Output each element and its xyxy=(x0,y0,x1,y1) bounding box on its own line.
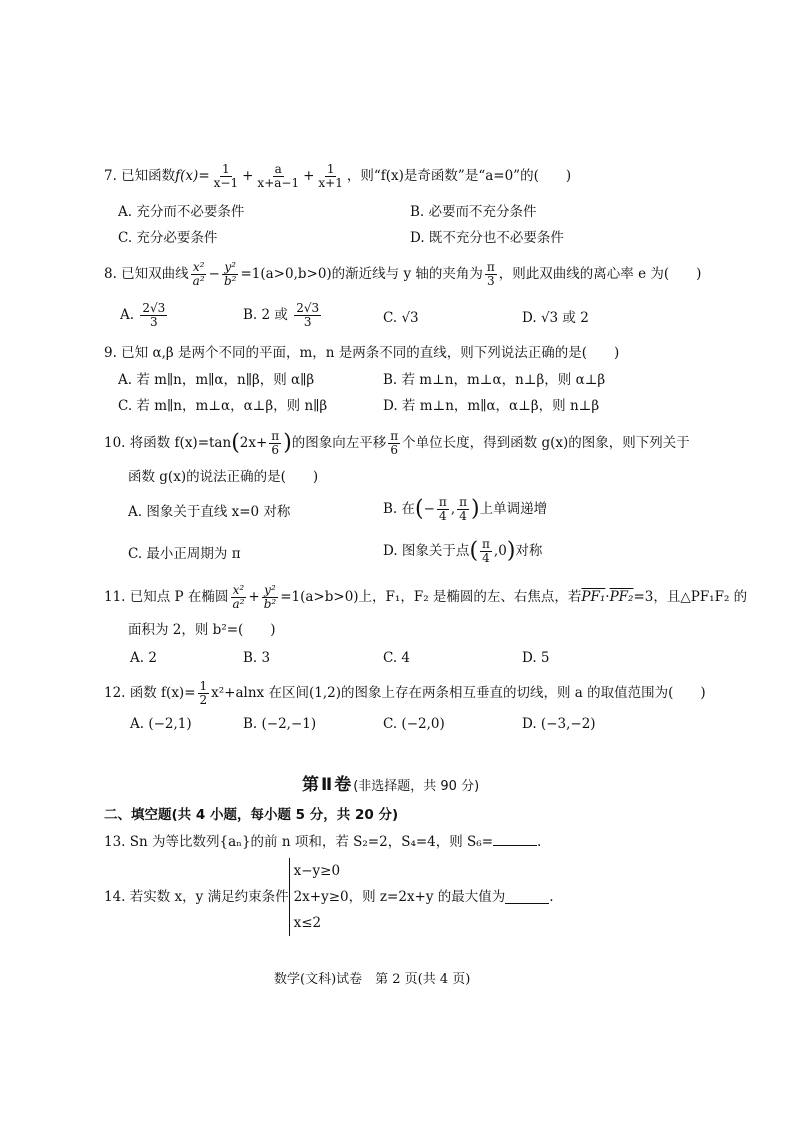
question-14-stem: 14. 若实数 x，y 满足约束条件x−y≥0 2x+y≥0 x≤2，则 z=2x+y 的最大值为 . xyxy=(104,858,554,936)
q11-vector-pf1: PF₁ xyxy=(581,589,606,605)
q8-middle: =1(a>0,b>0)的渐近线与 y 轴的夹角为 xyxy=(240,266,483,282)
q11-option-a: A. 2 xyxy=(130,650,157,666)
q14-constraint-1: x−y≥0 xyxy=(293,863,341,879)
q9-option-d: D. 若 m⊥n，m∥α，α⊥β，则 n⊥β xyxy=(383,398,600,414)
q10-prefix: 10. 将函数 f(x)=tan xyxy=(104,435,232,451)
q10-option-a: A. 图象关于直线 x=0 对称 xyxy=(128,504,291,520)
q7-term3: $\frac{1}{x+1}$ xyxy=(318,162,343,190)
q12-option-a: A. (−2,1) xyxy=(130,716,192,732)
q11-option-c: C. 4 xyxy=(383,650,411,666)
q8-y-term: $\frac{\text{y²}}{\text{b²}}$ xyxy=(223,260,237,288)
q7-option-b: B. 必要而不充分条件 xyxy=(410,204,537,220)
q10-shift-fraction: $\frac{\pi}{6}$ xyxy=(390,429,399,457)
q10-stem-line2: 函数 g(x)的说法正确的是( ) xyxy=(128,469,319,485)
q14-suffix: ，则 z=2x+y 的最大值为 xyxy=(348,889,506,905)
q7-option-a: A. 充分而不必要条件 xyxy=(118,204,245,220)
question-13-stem: 13. Sn 为等比数列{aₙ}的前 n 项和，若 S₂=2，S₄=4，则 S₆= . xyxy=(104,834,542,850)
q8-suffix: ，则此双曲线的离心率 e 为( ) xyxy=(498,266,702,282)
q11-option-d: D. 5 xyxy=(522,650,550,666)
question-9-stem: 9. 已知 α,β 是两个不同的平面，m，n 是两条不同的直线，则下列说法正确的是( ) xyxy=(104,345,620,361)
q11-suffix: =3，且△PF₁F₂ 的 xyxy=(633,589,748,605)
question-7-stem: 7. 已知函数f(x)= $\frac{1}{x-1}$ + $\frac{a}{x+a-1}$ + $\frac{1}{x+1}$ ，则“f(x)是奇函数”是“a=0”的( ) xyxy=(104,162,572,190)
part-2-label: 第Ⅱ卷 xyxy=(302,775,354,795)
q12-option-c: C. (−2,0) xyxy=(383,716,445,732)
question-12-stem xyxy=(104,680,706,707)
q10-arg-fraction: $\frac{\pi}{6}$ xyxy=(271,429,280,457)
part-2-subtitle: (非选择题，共 90 分) xyxy=(353,779,480,794)
q14-answer-blank[interactable] xyxy=(505,891,549,904)
q10-middle: 的图象向左平移 xyxy=(291,435,387,451)
q11-option-b: B. 3 xyxy=(243,650,271,666)
question-11-stem: 11. 已知点 P 在椭圆 $\frac{\text{x²}}{\text{a²}}$ + $\frac{\text{y²}}{\text{b²}}$ =1(a>b>0)上，F₁，F₂ 是椭圆的左、右焦点，若PF₁·PF₂=3，且△PF₁F₂ 的 xyxy=(104,583,748,611)
q14-constraint-2: 2x+y≥0 xyxy=(293,889,349,905)
q11-y-term: $\frac{\text{y²}}{\text{b²}}$ xyxy=(263,583,277,611)
q11-middle: =1(a>b>0)上，F₁，F₂ 是椭圆的左、右焦点，若 xyxy=(280,589,582,605)
q8-a-fraction: $\frac{2√3}{3}$ xyxy=(142,301,166,329)
q12-half: $\frac{1}{2}$ xyxy=(199,679,208,707)
q8-minus: − xyxy=(208,266,220,282)
q7-option-c: C. 充分必要条件 xyxy=(118,230,218,246)
q8-option-c: C. √3 xyxy=(383,310,419,326)
q8-c-value: √3 xyxy=(401,310,419,326)
q9-option-b: B. 若 m⊥n，m⊥α，n⊥β，则 α⊥β xyxy=(383,372,606,388)
q13-answer-blank[interactable] xyxy=(493,833,537,846)
q7-fx: f(x)= xyxy=(175,168,210,184)
q8-option-a: A. $\frac{2√3}{3}$ xyxy=(120,301,166,329)
q12-suffix: x²+alnx 在区间(1,2)的图象上存在两条相互垂直的切线，则 a 的取值范围为( ) xyxy=(211,685,706,701)
question-10-stem: 10. 将函数 f(x)=tan(2x+ $\frac{\pi}{6}$ )的图象向左平移 $\frac{\pi}{6}$ 个单位长度，得到函数 g(x)的图象，则下列关于 xyxy=(104,429,690,457)
q10-suffix: 个单位长度，得到函数 g(x)的图象，则下列关于 xyxy=(402,435,690,451)
q11-x-term: $\frac{\text{x²}}{\text{a²}}$ xyxy=(232,583,245,611)
q14-prefix: 14. 若实数 x，y 满足约束条件 xyxy=(104,889,289,905)
q7-prefix: 7. 已知函数 xyxy=(104,168,176,184)
page-footer: 数学(文科)试卷 第 2 页(共 4 页) xyxy=(274,972,471,987)
q8-x-term: $\frac{\text{x²}}{\text{a²}}$ xyxy=(192,260,205,288)
q11-prefix: 11. 已知点 P 在椭圆 xyxy=(104,589,229,605)
q7-option-d: D. 既不充分也不必要条件 xyxy=(410,230,564,246)
q8-option-d: D. √3 或 2 xyxy=(522,310,589,326)
q10-option-d: D. 图象关于点( $\frac{\pi}{4}$ ,0)对称 xyxy=(383,537,543,565)
q10-option-b: B. 在(− $\frac{\pi}{4}$ , $\frac{\pi}{4}$ )上单调递增 xyxy=(383,495,548,523)
q13-prefix: 13. Sn 为等比数列{aₙ}的前 n 项和，若 S₂=2，S₄=4，则 S₆= xyxy=(104,834,494,850)
q10-b-left: $\frac{\pi}{4}$ xyxy=(438,495,447,523)
q7-term1: $\frac{1}{x-1}$ xyxy=(213,162,239,190)
q14-constraint-3: x≤2 xyxy=(293,915,322,931)
q8-b-fraction: $\frac{2√3}{3}$ xyxy=(296,301,320,329)
q12-option-d: D. (−3,−2) xyxy=(522,716,596,732)
q8-angle: $\frac{\pi}{3}$ xyxy=(486,260,495,288)
q11-vector-pf2: PF₂ xyxy=(609,589,634,605)
q8-option-b: B. 2 或 $\frac{2√3}{3}$ xyxy=(243,301,320,329)
q10-b-right: $\frac{\pi}{4}$ xyxy=(459,495,467,523)
q7-suffix: ，则“f(x)是奇函数”是“a=0”的( ) xyxy=(346,168,572,184)
q9-option-a: A. 若 m∥n，m∥α，n∥β，则 α∥β xyxy=(118,372,315,388)
part-2-title xyxy=(302,770,479,795)
q14-constraint-system xyxy=(289,858,349,936)
q7-term2: $\frac{a}{x+a-1}$ xyxy=(257,162,300,190)
q11-stem-line2: 面积为 2，则 b²=( ) xyxy=(128,622,276,638)
q10-arg: 2x+ xyxy=(239,435,268,451)
q12-prefix: 12. 函数 f(x)= xyxy=(104,685,196,701)
fill-in-section-heading: 二、填空题(共 4 小题，每小题 5 分，共 20 分) xyxy=(104,807,399,823)
q8-prefix: 8. 已知双曲线 xyxy=(104,266,189,282)
q8-d-value: √3 或 2 xyxy=(540,310,589,326)
q10-option-c: C. 最小正周期为 π xyxy=(128,546,241,562)
q10-d-fraction: $\frac{\pi}{4}$ xyxy=(482,537,490,565)
q12-option-b: B. (−2,−1) xyxy=(243,716,317,732)
question-8-stem xyxy=(104,261,701,288)
q9-option-c: C. 若 m∥n，m⊥α，α⊥β，则 n∥β xyxy=(118,398,328,414)
